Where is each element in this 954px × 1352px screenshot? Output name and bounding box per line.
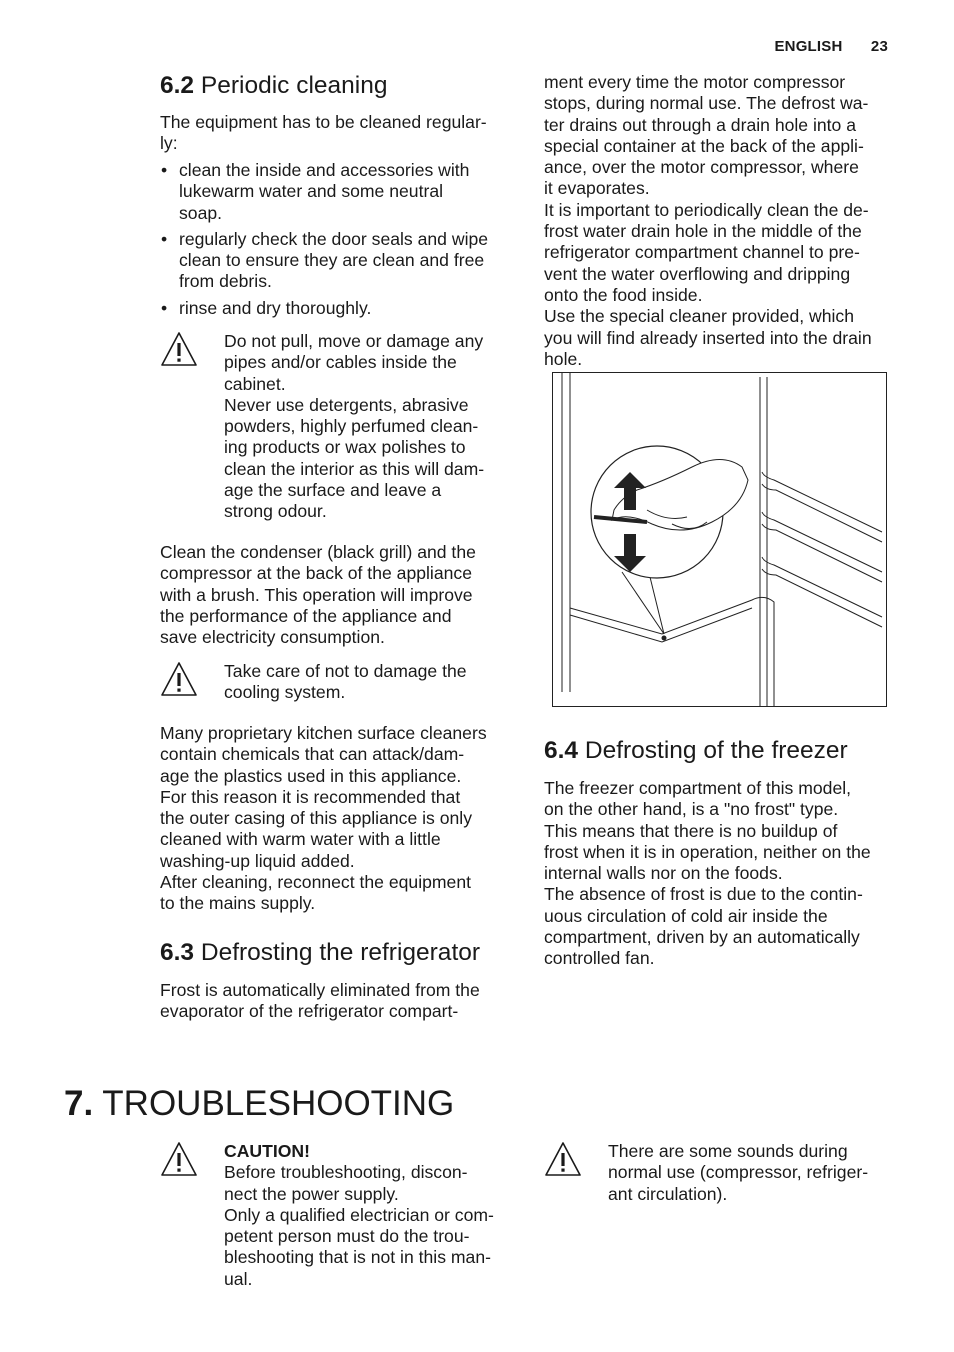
warning-line: Do not pull, move or damage any pipes and/or cables inside the cabinet. — [224, 331, 484, 394]
drain-hole-cleaning-illustration — [552, 372, 887, 707]
warning-text — [224, 661, 514, 704]
warning-text — [224, 331, 514, 523]
warning-text — [608, 1141, 898, 1205]
warning-text — [224, 1141, 514, 1290]
section-number: 6.3 — [160, 939, 195, 966]
cleaning-bullet-list — [160, 160, 520, 324]
section-title: Periodic cleaning — [200, 72, 388, 99]
defrost-refrigerator-paragraph-start: Frost is automatically eliminated from the evaporator of the refrigerator compart- — [160, 980, 480, 1022]
cleaning-intro: The equipment has to be cleaned regular- ly: — [160, 112, 487, 154]
page-header — [750, 38, 888, 55]
section-6-4-heading — [544, 736, 848, 766]
warning-pipes-detergents — [160, 331, 520, 531]
warning-triangle-icon — [160, 1141, 198, 1177]
warning-triangle-icon — [160, 331, 198, 367]
defrost-freezer-paragraph: The freezer compartment of this model, on the other hand, is a "no frost" type. This means that there is no buildup of frost when it is in operation, neither on the internal walls nor on the foods. The absence of frost is due to the contin- uous circulation of cold air inside the compartment, driven by an automatically controlled fan. — [544, 778, 871, 969]
defrost-refrigerator-paragraph-continued: ment every time the motor compressor stops, during normal use. The defrost wa- ter drains out through a drain hole into a special container at the back of the appli- ance, over the motor compressor, where it evaporates. It is important to periodically clean the de- frost water drain hole in the middle of the refrigerator compartment channel to pre- vent the water overflowing and dripping onto the food inside. Use the special cleaner provided, which you will find already inserted into the drain hole. — [544, 72, 872, 369]
chapter-number: 7. — [64, 1084, 94, 1123]
section-title: Defrosting of the freezer — [584, 737, 848, 764]
warning-cooling-system — [160, 661, 520, 711]
illustration-svg — [552, 372, 887, 707]
condenser-paragraph: Clean the condenser (black grill) and the compressor at the back of the appliance with a brush. This operation will improve the performance of the appliance and save electricity consumption. — [160, 542, 476, 648]
language-label: ENGLISH — [774, 38, 843, 55]
section-title: Defrosting the refrigerator — [200, 939, 481, 966]
note-normal-sounds — [544, 1141, 904, 1221]
list-item: • regularly check the door seals and wipe clean to ensure they are clean and free from debris. — [160, 229, 520, 293]
section-6-2-heading — [160, 71, 387, 101]
warning-line: Never use detergents, abrasive powders, highly perfumed clean- ing products or wax polishes to clean the interior as this will dam- age the surface and leave a strong odour. — [224, 394, 485, 522]
warning-triangle-icon — [544, 1141, 582, 1177]
list-item: • clean the inside and accessories with lukewarm water and some neutral soap. — [160, 160, 520, 224]
list-item: • rinse and dry thoroughly. — [160, 298, 520, 319]
caution-power-supply — [160, 1141, 520, 1301]
sounds-note-text: There are some sounds during normal use (compressor, refriger- ant circulation). — [608, 1141, 869, 1204]
section-6-3-heading — [160, 938, 480, 968]
section-number: 6.4 — [544, 737, 579, 764]
caution-text: Before troubleshooting, discon- nect the power supply. Only a qualified electrician or com- petent person must do the trou- bleshooting that is not in this man- ual. — [224, 1162, 494, 1289]
warning-triangle-icon — [160, 661, 198, 697]
section-number: 6.2 — [160, 72, 195, 99]
chapter-7-heading — [64, 1084, 454, 1124]
page-number: 23 — [870, 38, 888, 55]
caution-label: CAUTION! — [224, 1141, 311, 1161]
warning-line: Take care of not to damage the cooling system. — [224, 661, 467, 703]
chapter-title: TROUBLESHOOTING — [102, 1084, 455, 1123]
cleaners-paragraph: Many proprietary kitchen surface cleaners contain chemicals that can attack/dam- age the plastics used in this appliance. For this reason it is recommended that the outer casing of this appliance is only cleaned with warm water with a little washing-up liquid added. After cleaning, reconnect the equipment to the mains supply. — [160, 723, 487, 914]
